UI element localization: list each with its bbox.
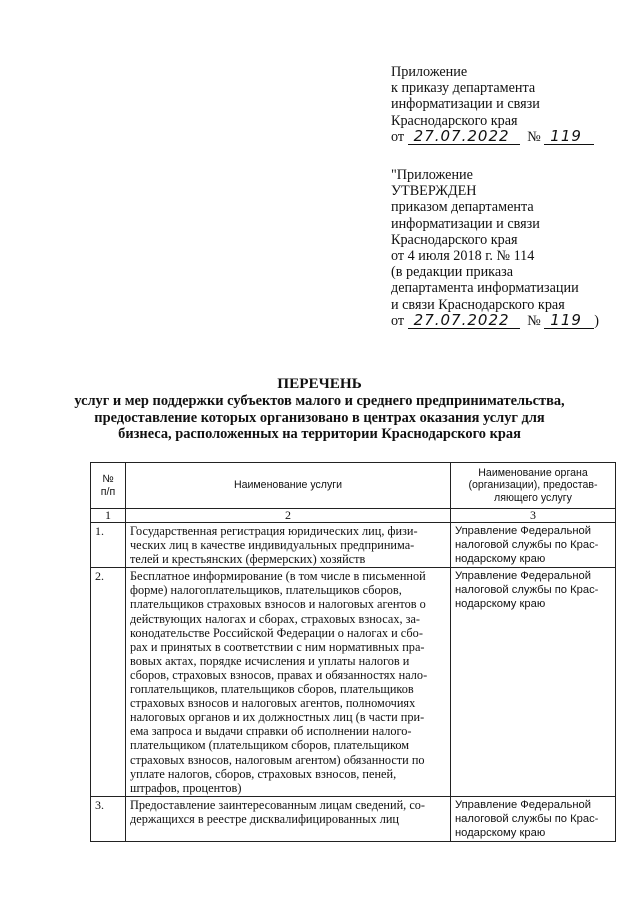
service-name-line: рах и принятых в соответствии с ним нормативных пра- xyxy=(130,639,425,654)
row-number: 1. xyxy=(91,523,126,568)
row-number: 3. xyxy=(91,796,126,841)
service-name-line: форме) налогоплательщиков, плательщиков сборов, xyxy=(130,583,402,598)
attachment-line: к приказу департамента xyxy=(391,80,536,97)
services-table xyxy=(90,462,616,842)
approval-line: информатизации и связи xyxy=(391,215,540,232)
approval-line: "Приложение xyxy=(391,167,473,183)
document-subtitle xyxy=(0,393,639,443)
organization-line: нодарскому краю xyxy=(455,553,546,566)
organization-line: нодарскому краю xyxy=(455,598,546,611)
organization-line: Управление Федеральной xyxy=(455,798,591,811)
service-name-line: ема запроса и выдачи справки об исполнении налого- xyxy=(130,724,412,739)
attachment-header xyxy=(391,64,594,145)
handwritten-number: 119 xyxy=(544,129,594,145)
approval-line: (в редакции приказа xyxy=(391,264,514,281)
service-name xyxy=(126,796,451,841)
service-name-line: уплате налогов, сборов, страховых взносов, пеней, xyxy=(130,766,397,781)
service-name-line: налоговых органов и их должностных лиц (в части при- xyxy=(130,710,425,725)
table-row xyxy=(91,796,616,841)
service-name-line: плательщиков страховых взносов и налоговых агентов о xyxy=(130,597,426,612)
service-name xyxy=(126,568,451,797)
organization-line: Управление Федеральной xyxy=(455,570,591,583)
document-title: ПЕРЕЧЕНЬ xyxy=(277,375,362,392)
date-prefix: от xyxy=(391,312,405,329)
row-number: 2. xyxy=(91,568,126,797)
service-name-line: конодательстве Российской Федерации о налогах и сбо- xyxy=(130,625,423,640)
column-number: 2 xyxy=(126,509,451,523)
attachment-line: Приложение xyxy=(391,64,468,80)
approval-block xyxy=(391,167,599,329)
approval-line: от 4 июля 2018 г. № 114 xyxy=(391,248,535,265)
header-num: № п/п xyxy=(91,463,126,509)
organization-line: налоговой службы по Крас- xyxy=(455,584,599,597)
service-name-line: ческих лиц в качестве индивидуальных предпринима- xyxy=(130,538,415,553)
organization-line: Управление Федеральной xyxy=(455,525,591,537)
approval-line: департамента информатизации xyxy=(391,280,579,297)
organization-line: нодарскому краю xyxy=(455,826,546,839)
service-name-line: штрафов, процентов) xyxy=(130,780,242,795)
service-name-line: гоплательщиков, плательщиков сборов, плательщиков xyxy=(130,682,414,697)
table-body xyxy=(91,523,616,842)
approval-line: Краснодарского края xyxy=(391,231,518,248)
providing-organization xyxy=(451,568,616,797)
header-service-name: Наименование услуги xyxy=(126,463,451,509)
organization-line: налоговой службы по Крас- xyxy=(455,812,599,825)
service-name-line: держащихся в реестре дисквалифицированных лиц xyxy=(130,811,400,826)
service-name-line: телей и крестьянских (фермерских) хозяйств xyxy=(130,552,366,567)
column-number: 1 xyxy=(91,509,126,523)
handwritten-date: 27.07.2022 xyxy=(408,313,520,329)
service-name-line: вовых актах, порядке исчисления и уплаты налогов и xyxy=(130,653,410,668)
service-name-line: Предоставление заинтересованным лицам сведений, со- xyxy=(130,797,426,812)
subtitle-line: услуг и мер поддержки субъектов малого и среднего предпринимательства, xyxy=(74,393,565,409)
providing-organization xyxy=(451,523,616,568)
number-prefix: № xyxy=(527,312,541,329)
table-header-row xyxy=(91,463,616,509)
providing-organization xyxy=(451,796,616,841)
service-name xyxy=(126,523,451,568)
service-name-line: действующих налогах и сборах, страховых взносах, за- xyxy=(130,611,421,626)
column-number-row xyxy=(91,509,616,523)
subtitle-line: бизнеса, расположенных на территории Краснодарского края xyxy=(118,426,521,443)
approval-line: и связи Краснодарского края xyxy=(391,296,565,313)
subtitle-line: предоставление которых организовано в центрах оказания услуг для xyxy=(94,409,545,426)
approval-line: приказом департамента xyxy=(391,199,534,216)
organization-line: налоговой службы по Крас- xyxy=(455,539,599,552)
handwritten-date: 27.07.2022 xyxy=(408,129,520,145)
column-number: 3 xyxy=(451,509,616,523)
header-organization: Наименование органа (организации), предостав- ляющего услугу xyxy=(451,463,616,509)
approval-date-line xyxy=(391,310,600,329)
attachment-line: информатизации и связи xyxy=(391,96,540,113)
service-name-line: страховых взносов и налоговых агентов, полномочиях xyxy=(130,696,416,711)
handwritten-number: 119 xyxy=(544,313,594,329)
service-name-line: страховых взносов, налоговым агентом) обязанности по xyxy=(130,752,425,767)
number-prefix: № xyxy=(527,128,541,145)
attachment-date-line xyxy=(391,126,594,145)
date-prefix: от xyxy=(391,128,405,145)
service-name-line: плательщиком (плательщиком сборов, плательщиком xyxy=(130,738,410,753)
table-row xyxy=(91,568,616,797)
closing-paren: ) xyxy=(594,312,600,329)
attachment-line: Краснодарского края xyxy=(391,112,518,129)
table-row xyxy=(91,523,616,568)
service-name-line: Государственная регистрация юридических лиц, физи- xyxy=(130,524,418,538)
service-name-line: Бесплатное информирование (в том числе в письменной xyxy=(130,569,426,584)
service-name-line: сборов, страховых взносов, правах и обязанностях нало- xyxy=(130,667,428,682)
approval-line: УТВЕРЖДЕН xyxy=(391,183,477,200)
